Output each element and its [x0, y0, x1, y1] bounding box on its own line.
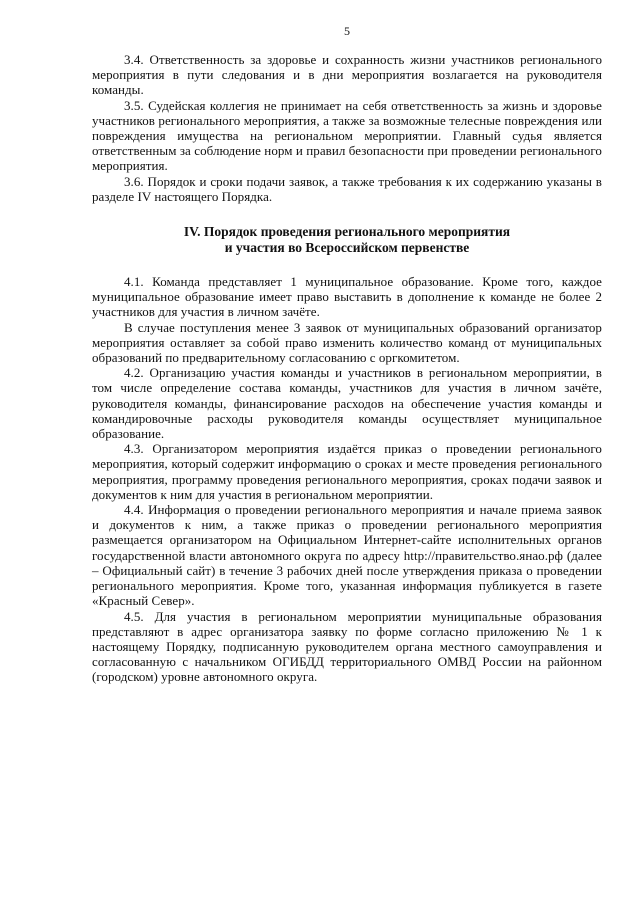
section-body — [92, 274, 602, 684]
paragraph-4-5: 4.5. Для участия в региональном мероприятии муниципальные образования представляют в адрес организатора заявку по форме согласно приложению № 1 к настоящему Порядку, подписанную руководителем органа местного самоуправления и согласованную с начальником ОГИБДД территориального ОМВД России на районном (городском) уровне автономного округа. — [92, 608, 602, 685]
document-page — [92, 24, 602, 685]
paragraph-4-1: 4.1. Команда представляет 1 муниципальное образование. Кроме того, каждое муниципальное образование имеет право выставить в дополнение к команде не более 2 участников для участия в личном зачёте. — [92, 274, 602, 320]
paragraph-4-2: 4.2. Организацию участия команды и участников в региональном мероприятии, в том числе определение состава команды, участников для участия в личном зачёте, руководителя команды, финансирование расходов на обеспечение участия команды и командировочные расходы руководителя команды осуществляет муниципальное образование. — [92, 365, 602, 442]
paragraph-3-4: 3.4. Ответственность за здоровье и сохранность жизни участников регионального мероприятия в пути следования и в дни мероприятия возлагается на руководителя команды. — [92, 52, 602, 98]
intro-section — [92, 52, 602, 204]
paragraph-4-1-continued: В случае поступления менее 3 заявок от муниципальных образований организатор мероприятия оставляет за собой право изменить количество команд от муниципальных образований по предварительному согласованию с оргкомитетом. — [92, 319, 602, 366]
paragraph-3-5: 3.5. Судейская коллегия не принимает на себя ответственность за жизнь и здоровье участников регионального мероприятия, а также за возможные телесные повреждения или повреждения имущества на региональном мероприятии. Главный судья является ответственным за соблюдение норм и правил безопасности при проведении регионального мероприятия. — [92, 97, 602, 174]
section-title-line-2: и участия во Всероссийском первенстве — [224, 240, 470, 256]
section-title-line-1: IV. Порядок проведения регионального мероприятия — [183, 224, 511, 240]
paragraph-3-6: 3.6. Порядок и сроки подачи заявок, а также требования к их содержанию указаны в разделе IV настоящего Порядка. — [92, 173, 602, 204]
section-title — [92, 224, 602, 256]
page-number: 5 — [344, 24, 350, 38]
paragraph-4-4: 4.4. Информация о проведении регионального мероприятия и начале приема заявок и документов к ним, а также приказ о проведении регионального мероприятия размещается организатором на Официальном Интернет-сайте исполнительных органов государственной власти автономного округа по адресу http://правительство.янао.рф (далее – Официальный сайт) в течение 3 рабочих дней после утверждения приказа о проведении регионального мероприятия. Кроме того, указанная информация публикуется в газете «Красный Север». — [92, 502, 602, 609]
paragraph-4-3: 4.3. Организатором мероприятия издаётся приказ о проведении регионального мероприятия, который содержит информацию о сроках и месте проведения регионального мероприятия, программу проведения регионального мероприятия, сроках подачи заявок и документов к ним для участия в региональном мероприятии. — [92, 441, 602, 502]
